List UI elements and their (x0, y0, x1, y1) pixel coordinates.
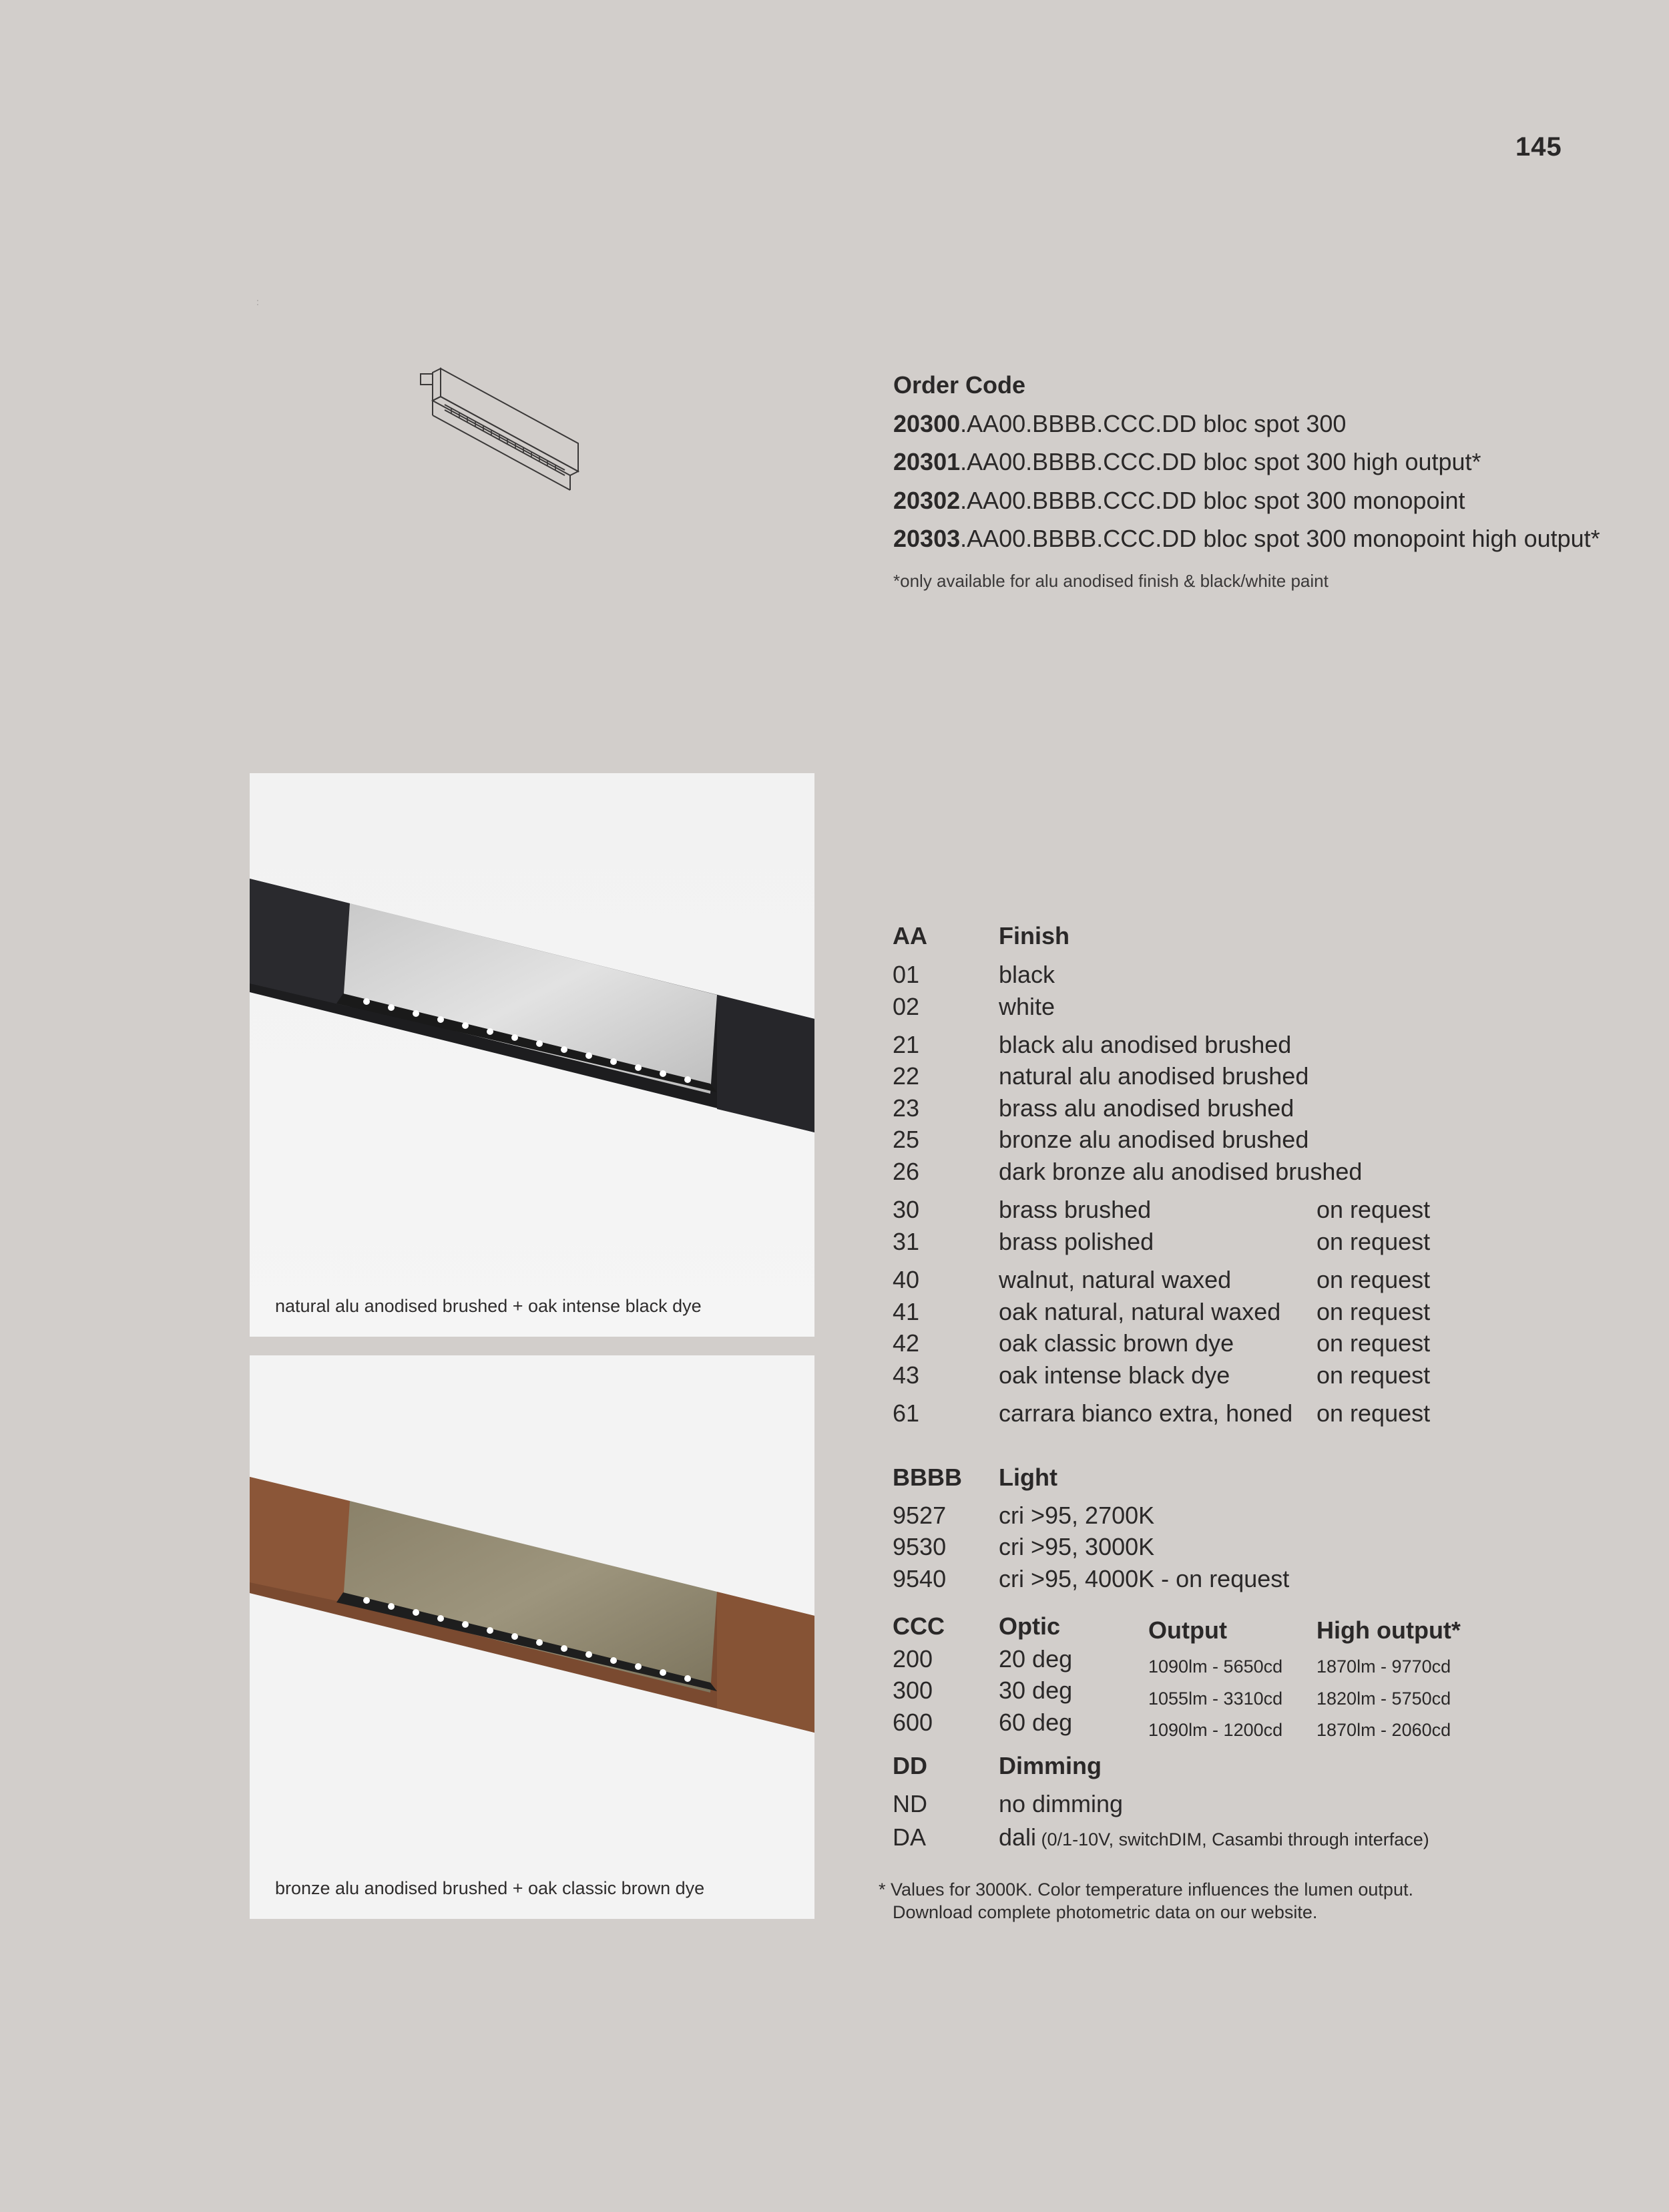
finish-name: natural alu anodised brushed (999, 1062, 1309, 1090)
light-code: 9540 (893, 1565, 947, 1592)
optic-code: 300 (893, 1677, 933, 1704)
finish-name: brass brushed (999, 1196, 1152, 1223)
optic-angle: 60 deg (999, 1709, 1073, 1736)
finish-code: 43 (893, 1361, 920, 1389)
product-photo-black-oak (250, 773, 814, 1337)
light-code: 9530 (893, 1533, 947, 1560)
optic-output: 1055lm - 3310cd (1148, 1689, 1283, 1709)
light-label-header: Light (999, 1464, 1057, 1491)
finish-name: black alu anodised brushed (999, 1031, 1292, 1058)
finish-label-header: Finish (999, 922, 1069, 949)
optic-angle: 20 deg (999, 1645, 1073, 1673)
light-code-header: BBBB (893, 1464, 962, 1491)
high-output-header: High output* (1317, 1616, 1461, 1644)
finish-code-header: AA (893, 922, 927, 949)
finish-availability: on request (1317, 1266, 1431, 1293)
finish-code: 25 (893, 1126, 920, 1153)
dimming-detail: (0/1-10V, switchDIM, Casambi through interface) (1036, 1829, 1429, 1849)
finish-code: 02 (893, 993, 920, 1020)
finish-code: 31 (893, 1228, 920, 1255)
optic-angle: 30 deg (999, 1677, 1073, 1704)
optic-high-output: 1870lm - 2060cd (1317, 1720, 1451, 1740)
finish-code: 42 (893, 1329, 920, 1357)
finish-name: brass polished (999, 1228, 1154, 1255)
order-code-title: Order Code (893, 371, 1026, 399)
light-name: cri >95, 4000K - on request (999, 1565, 1290, 1592)
dimming-name: dali (0/1-10V, switchDIM, Casambi through interface) (999, 1823, 1429, 1851)
finish-availability: on request (1317, 1329, 1431, 1357)
finish-availability: on request (1317, 1361, 1431, 1389)
light-name: cri >95, 3000K (999, 1533, 1155, 1560)
finish-code: 41 (893, 1298, 920, 1325)
footnote (879, 1878, 1413, 1924)
output-header: Output (1148, 1616, 1227, 1644)
dimming-code: DA (893, 1823, 927, 1851)
page-number: 145 (1515, 132, 1562, 162)
order-code-line: 20301.AA00.BBBB.CCC.DD bloc spot 300 high output* (893, 448, 1481, 475)
optic-high-output: 1870lm - 9770cd (1317, 1656, 1451, 1677)
finish-availability: on request (1317, 1399, 1431, 1427)
finish-name: black (999, 961, 1055, 988)
dimming-code: ND (893, 1790, 927, 1817)
finish-name: walnut, natural waxed (999, 1266, 1232, 1293)
finish-code: 22 (893, 1062, 920, 1090)
finish-code: 61 (893, 1399, 920, 1427)
optic-code-header: CCC (893, 1612, 945, 1640)
optic-code: 200 (893, 1645, 933, 1673)
finish-availability: on request (1317, 1196, 1431, 1223)
finish-code: 01 (893, 961, 920, 988)
finish-code: 23 (893, 1094, 920, 1122)
stray-mark: : (256, 296, 259, 307)
finish-name: brass alu anodised brushed (999, 1094, 1294, 1122)
finish-name: oak classic brown dye (999, 1329, 1234, 1357)
photo-caption: natural alu anodised brushed + oak intense black dye (275, 1296, 702, 1316)
order-code-line: 20300.AA00.BBBB.CCC.DD bloc spot 300 (893, 409, 1347, 437)
photo-caption: bronze alu anodised brushed + oak classic brown dye (275, 1878, 705, 1898)
finish-name: bronze alu anodised brushed (999, 1126, 1309, 1153)
finish-name: dark bronze alu anodised brushed (999, 1158, 1363, 1185)
optic-label-header: Optic (999, 1612, 1061, 1640)
finish-name: oak intense black dye (999, 1361, 1230, 1389)
order-code-block (893, 366, 1600, 594)
optic-output: 1090lm - 1200cd (1148, 1720, 1283, 1740)
light-code: 9527 (893, 1502, 947, 1529)
product-photo-bronze-oak (250, 1355, 814, 1919)
fixture-line-drawing (414, 365, 581, 491)
footnote-line-1: * Values for 3000K. Color temperature influences the lumen output. (879, 1879, 1413, 1900)
dimming-label-header: Dimming (999, 1752, 1102, 1779)
optic-output: 1090lm - 5650cd (1148, 1656, 1283, 1677)
order-code-line: 20302.AA00.BBBB.CCC.DD bloc spot 300 monopoint (893, 486, 1465, 514)
finish-availability: on request (1317, 1228, 1431, 1255)
light-name: cri >95, 2700K (999, 1502, 1155, 1529)
order-code-line: 20303.AA00.BBBB.CCC.DD bloc spot 300 monopoint high output* (893, 525, 1600, 552)
optic-high-output: 1820lm - 5750cd (1317, 1689, 1451, 1709)
finish-code: 26 (893, 1158, 920, 1185)
order-code-note: *only available for alu anodised finish & black/white paint (893, 570, 1329, 591)
dimming-name: no dimming (999, 1790, 1124, 1817)
finish-availability: on request (1317, 1298, 1431, 1325)
finish-code: 21 (893, 1031, 920, 1058)
finish-name: carrara bianco extra, honed (999, 1399, 1293, 1427)
finish-code: 40 (893, 1266, 920, 1293)
finish-code: 30 (893, 1196, 920, 1223)
finish-name: white (999, 993, 1055, 1020)
optic-code: 600 (893, 1709, 933, 1736)
dimming-code-header: DD (893, 1752, 927, 1779)
finish-name: oak natural, natural waxed (999, 1298, 1281, 1325)
footnote-line-2: Download complete photometric data on our website. (893, 1902, 1318, 1922)
